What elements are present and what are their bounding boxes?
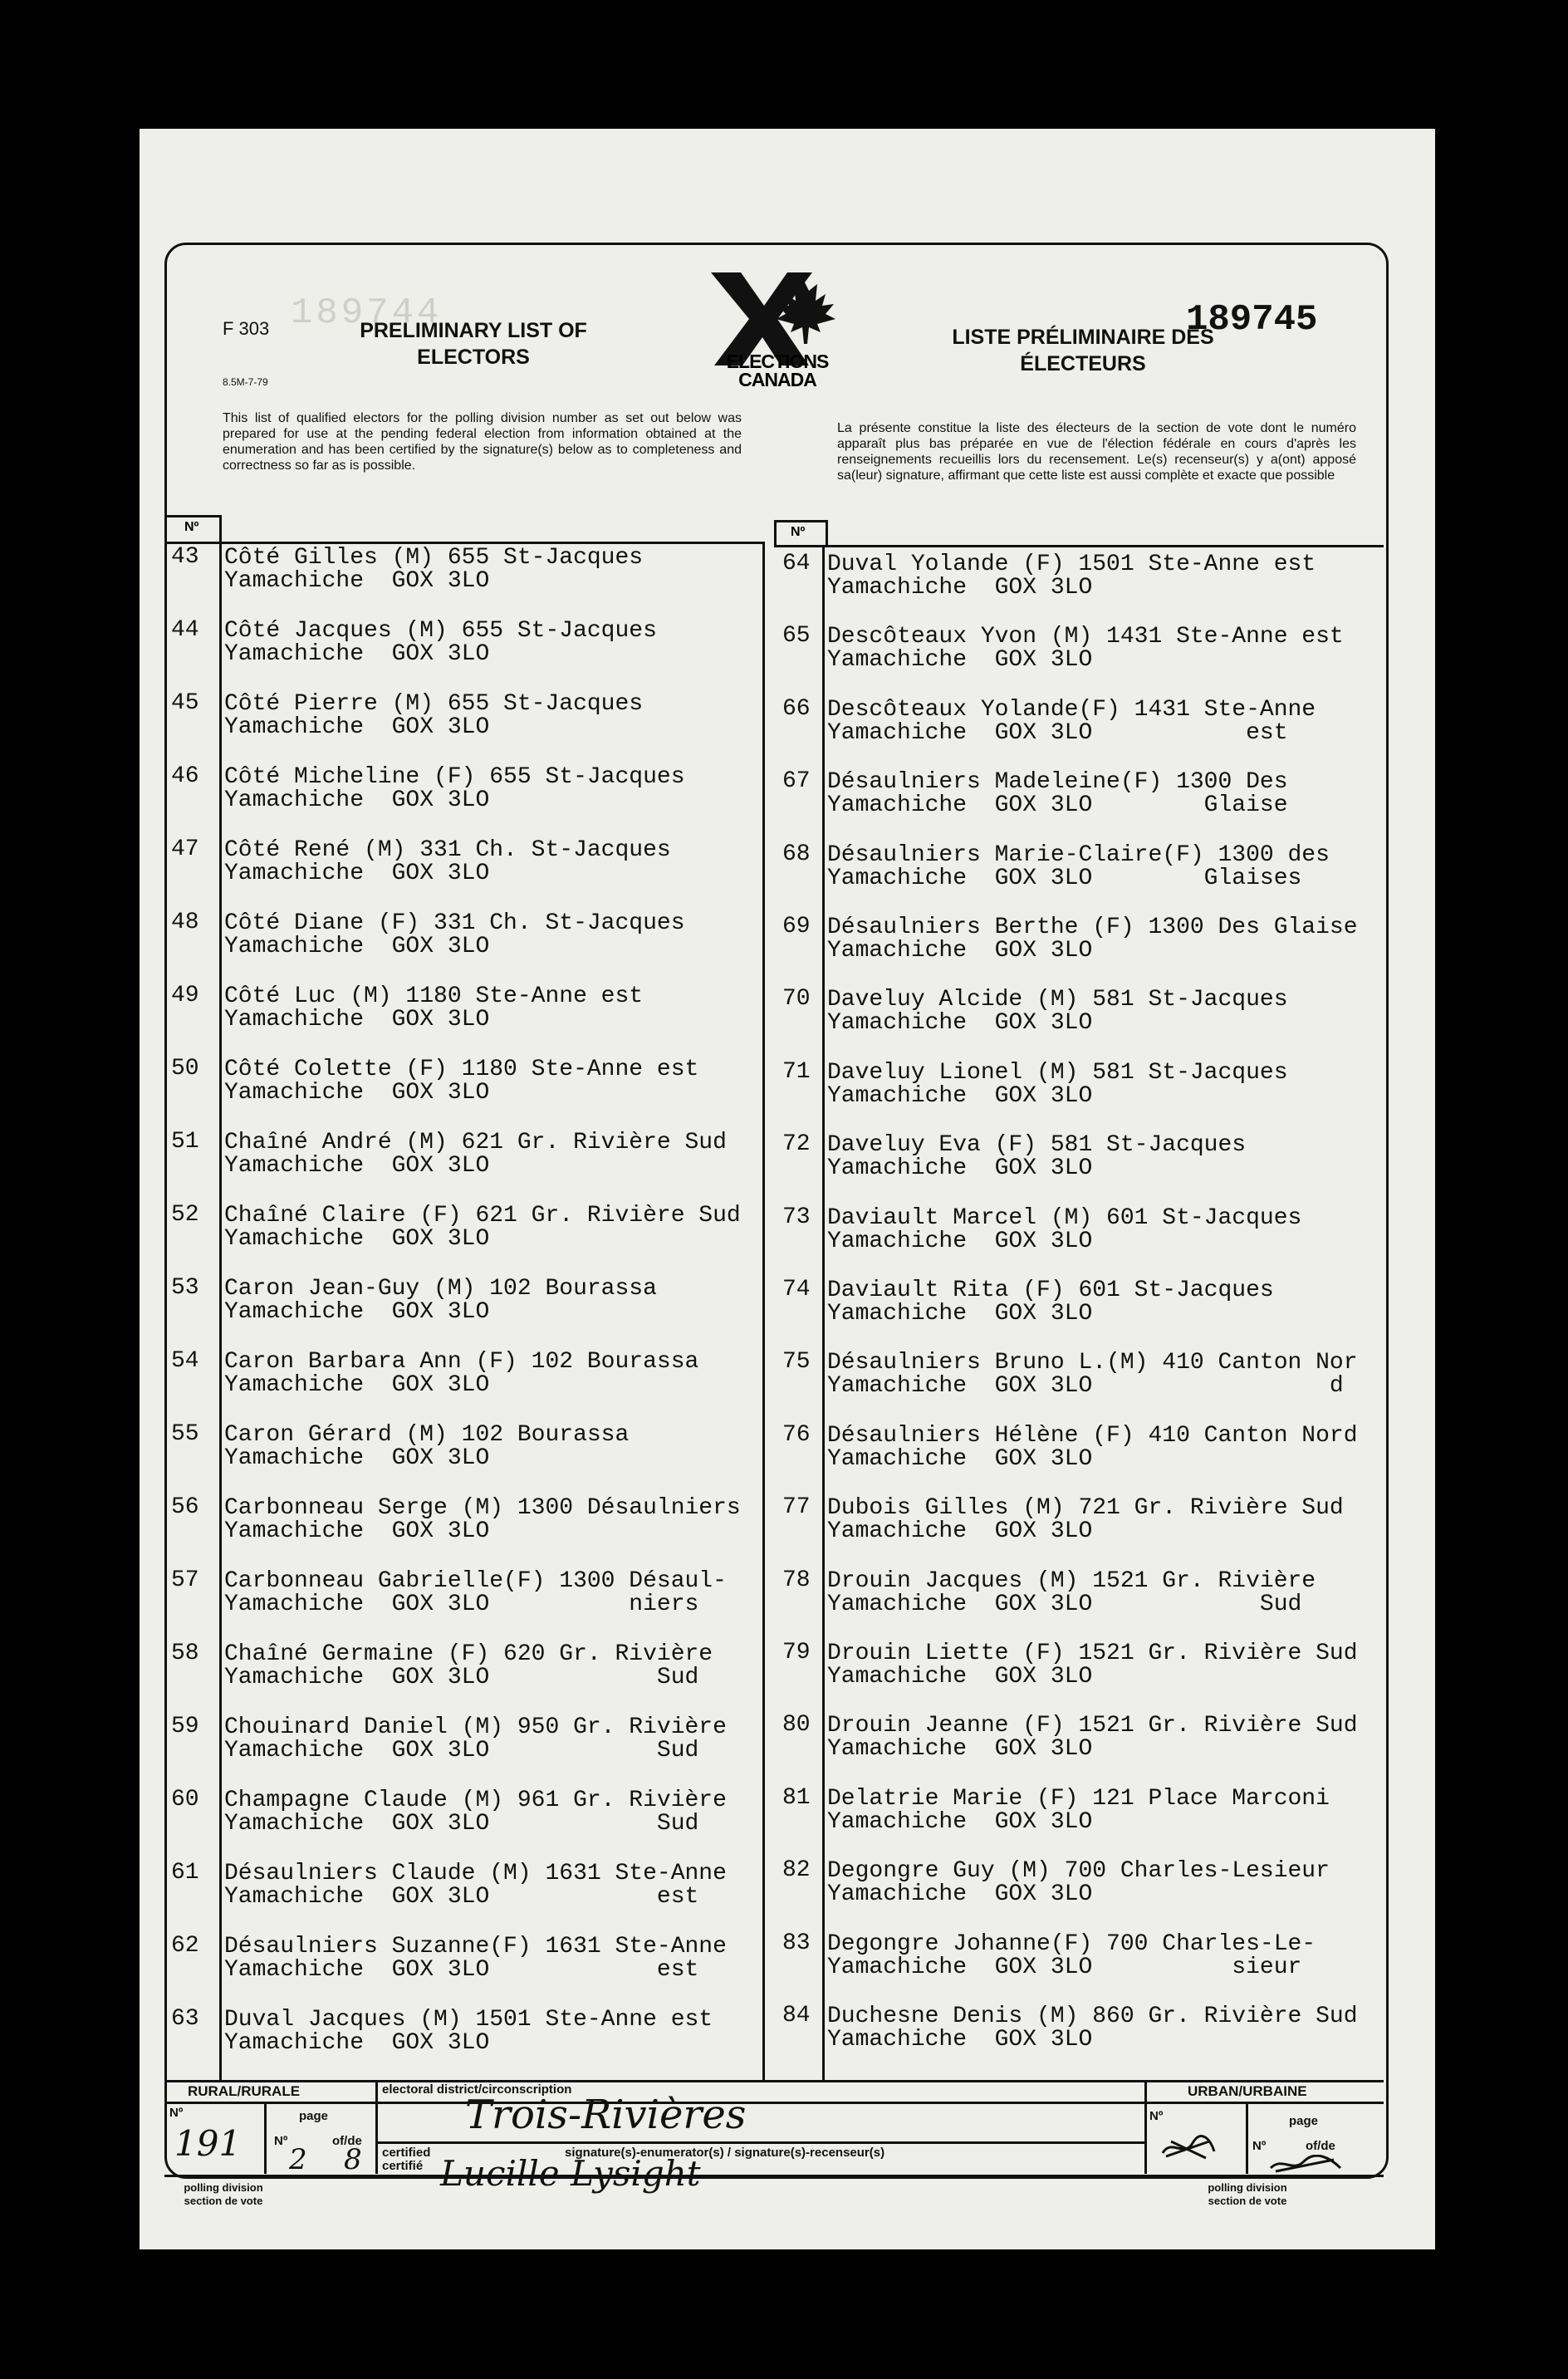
form-number: F 303 bbox=[223, 318, 270, 339]
entry-name-address: Chaîné Claire (F) 621 Gr. Rivière Sud bbox=[224, 1203, 741, 1229]
entry-locality: Yamachiche GOX 3LO est bbox=[224, 1957, 699, 1983]
entry-name-address: Daveluy Eva (F) 581 St-Jacques bbox=[827, 1132, 1247, 1159]
entry-name-address: Désaulniers Madeleine(F) 1300 Des bbox=[827, 769, 1288, 796]
table-rule bbox=[774, 520, 827, 522]
entry-locality: Yamachiche GOX 3LO est bbox=[827, 719, 1288, 746]
entry-name-address: Côté Diane (F) 331 Ch. St-Jacques bbox=[224, 910, 685, 936]
entry-name-address: Côté Pierre (M) 655 St-Jacques bbox=[224, 691, 644, 717]
entry-locality: Yamachiche GOX 3LO bbox=[827, 1664, 1093, 1690]
column-rule bbox=[762, 542, 765, 2080]
entry-name-address: Drouin Liette (F) 1521 Gr. Rivière Sud bbox=[827, 1641, 1358, 1666]
entry-number: 60 bbox=[171, 1787, 199, 1812]
footer-rule bbox=[375, 2080, 378, 2174]
footer-rule bbox=[1144, 2080, 1147, 2174]
entry-name-address: Chaîné Germaine (F) 620 Gr. Rivière bbox=[224, 1641, 713, 1667]
urban-page-no-label: Nº bbox=[1252, 2139, 1267, 2153]
entry-number: 76 bbox=[782, 1421, 811, 1448]
entry-name-address: Caron Jean-Guy (M) 102 Bourassa bbox=[224, 1276, 657, 1302]
urban-polling-division-label: polling division section de vote bbox=[1208, 2181, 1287, 2207]
entry-number: 67 bbox=[782, 768, 811, 795]
title-french: LISTE PRÉLIMINAIRE DES ÉLECTEURS bbox=[952, 326, 1214, 375]
entry-locality: Yamachiche GOX 3LO bbox=[224, 934, 490, 959]
entry-locality: Yamachiche GOX 3LO bbox=[827, 647, 1093, 674]
entry-number: 49 bbox=[171, 983, 199, 1008]
entry-locality: Yamachiche GOX 3LO bbox=[827, 1736, 1093, 1763]
entry-name-address: Carbonneau Gabrielle(F) 1300 Désaul- bbox=[224, 1568, 727, 1594]
rural-of-label: of/de bbox=[332, 2134, 362, 2148]
entry-number: 75 bbox=[782, 1349, 811, 1376]
entry-locality: Yamachiche GOX 3LO bbox=[827, 1881, 1093, 1908]
entry-locality: Yamachiche GOX 3LO sieur bbox=[827, 1954, 1302, 1980]
entry-name-address: Drouin Jacques (M) 1521 Gr. Rivière bbox=[827, 1567, 1316, 1594]
entry-name-address: Désaulniers Marie-Claire(F) 1300 des bbox=[827, 841, 1330, 868]
column-header-right: Nº bbox=[791, 525, 806, 539]
intro-text-french: La présente constitue la liste des électeurs de la section de vote dont le numéro apparaît plus bas préparée en vue de l'élection fédérale en cours d'après les renseignements recueillis lors du recensement. Le(s) recenseur(s) y a(ont) apposé sa(leur) signature, affirmant que cette liste est aussi complète et exacte que possible bbox=[837, 421, 1356, 483]
entry-number: 52 bbox=[171, 1202, 199, 1228]
entry-locality: Yamachiche GOX 3LO est bbox=[224, 1884, 699, 1910]
entry-number: 79 bbox=[782, 1640, 811, 1665]
table-rule bbox=[826, 520, 828, 545]
entry-number: 81 bbox=[782, 1784, 811, 1811]
footer-rule bbox=[375, 2141, 1144, 2144]
entry-locality: Yamachiche GOX 3LO bbox=[827, 1082, 1093, 1109]
urban-page-label: page bbox=[1289, 2114, 1319, 2128]
entry-number: 59 bbox=[171, 1714, 199, 1739]
entry-name-address: Duval Yolande (F) 1501 Ste-Anne est bbox=[827, 552, 1316, 577]
logo-text: ELECTIONS CANADA bbox=[726, 351, 829, 390]
entry-name-address: Côté Jacques (M) 655 St-Jacques bbox=[224, 618, 657, 644]
entry-number: 77 bbox=[782, 1494, 811, 1521]
entry-number: 46 bbox=[171, 763, 199, 789]
entry-locality: Yamachiche GOX 3LO Sud bbox=[224, 1738, 699, 1763]
entry-locality: Yamachiche GOX 3LO d bbox=[827, 1373, 1344, 1400]
entry-number: 78 bbox=[782, 1567, 811, 1593]
entry-locality: Yamachiche GOX 3LO bbox=[224, 1518, 490, 1544]
page-total: 8 bbox=[344, 2143, 362, 2176]
entry-locality: Yamachiche GOX 3LO Sud bbox=[224, 1665, 699, 1690]
table-rule bbox=[164, 515, 221, 517]
entry-name-address: Carbonneau Serge (M) 1300 Désaulniers bbox=[224, 1495, 741, 1521]
entry-name-address: Chaîné André (M) 621 Gr. Rivière Sud bbox=[224, 1130, 727, 1155]
entry-locality: Yamachiche GOX 3LO bbox=[827, 1010, 1093, 1037]
entry-number: 50 bbox=[171, 1056, 199, 1082]
entry-name-address: Caron Barbara Ann (F) 102 Bourassa bbox=[224, 1349, 699, 1375]
entry-locality: Yamachiche GOX 3LO bbox=[827, 1301, 1093, 1327]
scribble-icon bbox=[1267, 2155, 1344, 2175]
entry-locality: Yamachiche GOX 3LO bbox=[827, 1228, 1093, 1254]
urban-label: URBAN/URBAINE bbox=[1188, 2083, 1307, 2099]
entry-number: 64 bbox=[782, 551, 811, 576]
entry-locality: Yamachiche GOX 3LO Sud bbox=[827, 1591, 1302, 1617]
entry-number: 71 bbox=[782, 1058, 811, 1085]
entry-locality: Yamachiche GOX 3LO Sud bbox=[224, 1811, 699, 1837]
entry-number: 70 bbox=[782, 986, 811, 1013]
entry-name-address: Descôteaux Yolande(F) 1431 Ste-Anne bbox=[827, 696, 1316, 723]
scribble-icon bbox=[1159, 2133, 1218, 2161]
table-rule bbox=[164, 542, 764, 544]
entry-locality: Yamachiche GOX 3LO bbox=[827, 938, 1093, 964]
column-header-left: Nº bbox=[184, 520, 199, 534]
entry-number: 80 bbox=[782, 1712, 811, 1739]
rural-label: RURAL/RURALE bbox=[188, 2083, 301, 2099]
entry-number: 73 bbox=[782, 1204, 811, 1230]
entry-number: 43 bbox=[171, 544, 199, 570]
entry-number: 47 bbox=[171, 836, 199, 862]
entry-locality: Yamachiche GOX 3LO Glaises bbox=[827, 865, 1302, 891]
entry-name-address: Désaulniers Bruno L.(M) 410 Canton Nor bbox=[827, 1350, 1358, 1376]
entry-locality: Yamachiche GOX 3LO niers bbox=[224, 1592, 699, 1617]
entry-number: 55 bbox=[171, 1421, 199, 1447]
entry-locality: Yamachiche GOX 3LO bbox=[224, 568, 490, 594]
table-rule bbox=[774, 520, 777, 545]
entry-locality: Yamachiche GOX 3LO bbox=[224, 1372, 490, 1398]
entry-name-address: Daveluy Alcide (M) 581 St-Jacques bbox=[827, 987, 1288, 1013]
entry-locality: Yamachiche GOX 3LO bbox=[827, 1808, 1093, 1835]
entry-name-address: Côté Colette (F) 1180 Ste-Anne est bbox=[224, 1057, 699, 1082]
entry-locality: Yamachiche GOX 3LO bbox=[224, 1445, 490, 1471]
entry-name-address: Désaulniers Claude (M) 1631 Ste-Anne bbox=[224, 1861, 727, 1886]
signature-label: signature(s)-enumerator(s) / signature(s)-recenseur(s) bbox=[565, 2146, 885, 2160]
title-english: PRELIMINARY LIST OF ELECTORS bbox=[360, 319, 587, 369]
certified-label: certified certifié bbox=[382, 2146, 431, 2173]
entry-name-address: Champagne Claude (M) 961 Gr. Rivière bbox=[224, 1788, 727, 1813]
entry-number: 74 bbox=[782, 1277, 811, 1302]
enumerator-signature: Lucille Lysight bbox=[440, 2153, 701, 2194]
entry-number: 45 bbox=[171, 690, 199, 716]
entry-name-address: Chouinard Daniel (M) 950 Gr. Rivière bbox=[224, 1714, 727, 1740]
entry-locality: Yamachiche GOX 3LO bbox=[827, 2027, 1093, 2053]
entry-name-address: Duval Jacques (M) 1501 Ste-Anne est bbox=[224, 2007, 713, 2033]
column-rule bbox=[219, 542, 222, 2080]
rural-page-no-label: Nº bbox=[274, 2134, 288, 2148]
urban-no-label: Nº bbox=[1149, 2109, 1164, 2123]
polling-division-number: 191 bbox=[174, 2123, 242, 2164]
entry-name-address: Daviault Rita (F) 601 St-Jacques bbox=[827, 1278, 1274, 1303]
entry-name-address: Degongre Guy (M) 700 Charles-Lesieur bbox=[827, 1858, 1330, 1885]
entry-name-address: Caron Gérard (M) 102 Bourassa bbox=[224, 1422, 630, 1448]
entry-number: 82 bbox=[782, 1857, 811, 1884]
entry-name-address: Désaulniers Suzanne(F) 1631 Ste-Anne bbox=[224, 1934, 727, 1960]
entry-name-address: Côté Micheline (F) 655 St-Jacques bbox=[224, 764, 685, 790]
entry-locality: Yamachiche GOX 3LO bbox=[224, 1080, 490, 1106]
urban-of-label: of/de bbox=[1306, 2139, 1335, 2153]
entry-name-address: Degongre Johanne(F) 700 Charles-Le- bbox=[827, 1930, 1316, 1957]
entry-number: 69 bbox=[782, 914, 811, 939]
entry-locality: Yamachiche GOX 3LO bbox=[827, 1155, 1093, 1182]
footer-rule bbox=[264, 2102, 267, 2174]
entry-locality: Yamachiche GOX 3LO Glaise bbox=[827, 792, 1288, 819]
entry-name-address: Duchesne Denis (M) 860 Gr. Rivière Sud bbox=[827, 2004, 1358, 2029]
entry-number: 51 bbox=[171, 1129, 199, 1155]
faint-stamp: 189744 bbox=[291, 292, 443, 334]
entry-number: 61 bbox=[171, 1860, 199, 1886]
rural-page-label: page bbox=[299, 2109, 329, 2123]
entry-locality: Yamachiche GOX 3LO bbox=[224, 787, 490, 813]
entry-name-address: Désaulniers Hélène (F) 410 Canton Nord bbox=[827, 1422, 1358, 1449]
entry-number: 68 bbox=[782, 841, 811, 867]
entry-name-address: Drouin Jeanne (F) 1521 Gr. Rivière Sud bbox=[827, 1713, 1358, 1739]
entry-number: 72 bbox=[782, 1131, 811, 1158]
rural-no-label: Nº bbox=[169, 2106, 184, 2120]
form-code: 8.5M-7-79 bbox=[223, 376, 268, 388]
table-rule bbox=[219, 515, 222, 542]
entry-number: 63 bbox=[171, 2006, 199, 2032]
entry-locality: Yamachiche GOX 3LO bbox=[224, 1226, 490, 1252]
entry-name-address: Côté Gilles (M) 655 St-Jacques bbox=[224, 545, 644, 571]
footer-rule bbox=[1246, 2102, 1248, 2174]
entry-number: 62 bbox=[171, 1933, 199, 1959]
entry-locality: Yamachiche GOX 3LO bbox=[224, 2030, 490, 2056]
entry-number: 53 bbox=[171, 1275, 199, 1301]
entry-locality: Yamachiche GOX 3LO bbox=[224, 861, 490, 886]
entry-name-address: Descôteaux Yvon (M) 1431 Ste-Anne est bbox=[827, 624, 1344, 650]
entry-number: 66 bbox=[782, 695, 811, 722]
entry-number: 84 bbox=[782, 2003, 811, 2028]
rural-polling-division-label: polling division section de vote bbox=[184, 2181, 263, 2207]
entry-locality: Yamachiche GOX 3LO bbox=[224, 1153, 490, 1179]
entry-number: 83 bbox=[782, 1930, 811, 1956]
footer-rule bbox=[164, 2102, 1384, 2104]
electoral-district-label: electoral district/circonscription bbox=[382, 2082, 572, 2097]
entry-number: 54 bbox=[171, 1348, 199, 1374]
entry-locality: Yamachiche GOX 3LO bbox=[224, 1299, 490, 1325]
entry-number: 48 bbox=[171, 910, 199, 935]
entry-name-address: Côté René (M) 331 Ch. St-Jacques bbox=[224, 837, 671, 863]
entry-name-address: Daveluy Lionel (M) 581 St-Jacques bbox=[827, 1059, 1288, 1086]
entry-number: 56 bbox=[171, 1494, 199, 1520]
entry-locality: Yamachiche GOX 3LO bbox=[224, 641, 490, 667]
page-number: 2 bbox=[289, 2143, 307, 2176]
serial-number: 189745 bbox=[1186, 299, 1318, 341]
entry-number: 65 bbox=[782, 623, 811, 650]
electoral-district-value: Trois-Rivières bbox=[465, 2092, 747, 2138]
entry-name-address: Dubois Gilles (M) 721 Gr. Rivière Sud bbox=[827, 1495, 1344, 1522]
entry-number: 44 bbox=[171, 617, 199, 643]
entry-locality: Yamachiche GOX 3LO bbox=[827, 575, 1093, 601]
intro-text-english: This list of qualified electors for the polling division number as set out below was prepared for use at the pending federal election from information obtained at the enumeration and has been certified by the signature(s) below as to completeness and correctness so far as is possible. bbox=[223, 411, 742, 473]
entry-name-address: Daviault Marcel (M) 601 St-Jacques bbox=[827, 1204, 1302, 1231]
entry-name-address: Côté Luc (M) 1180 Ste-Anne est bbox=[224, 983, 644, 1009]
column-rule bbox=[822, 545, 825, 2080]
entry-name-address: Désaulniers Berthe (F) 1300 Des Glaise bbox=[827, 915, 1358, 940]
table-rule bbox=[774, 545, 1384, 547]
entry-name-address: Delatrie Marie (F) 121 Place Marconi bbox=[827, 1785, 1330, 1812]
entry-locality: Yamachiche GOX 3LO bbox=[224, 714, 490, 740]
entry-locality: Yamachiche GOX 3LO bbox=[827, 1518, 1093, 1545]
entry-locality: Yamachiche GOX 3LO bbox=[224, 1007, 490, 1033]
footer-rule bbox=[164, 2080, 1384, 2082]
entry-locality: Yamachiche GOX 3LO bbox=[827, 1445, 1093, 1472]
entry-number: 58 bbox=[171, 1641, 199, 1666]
entry-number: 57 bbox=[171, 1567, 199, 1593]
